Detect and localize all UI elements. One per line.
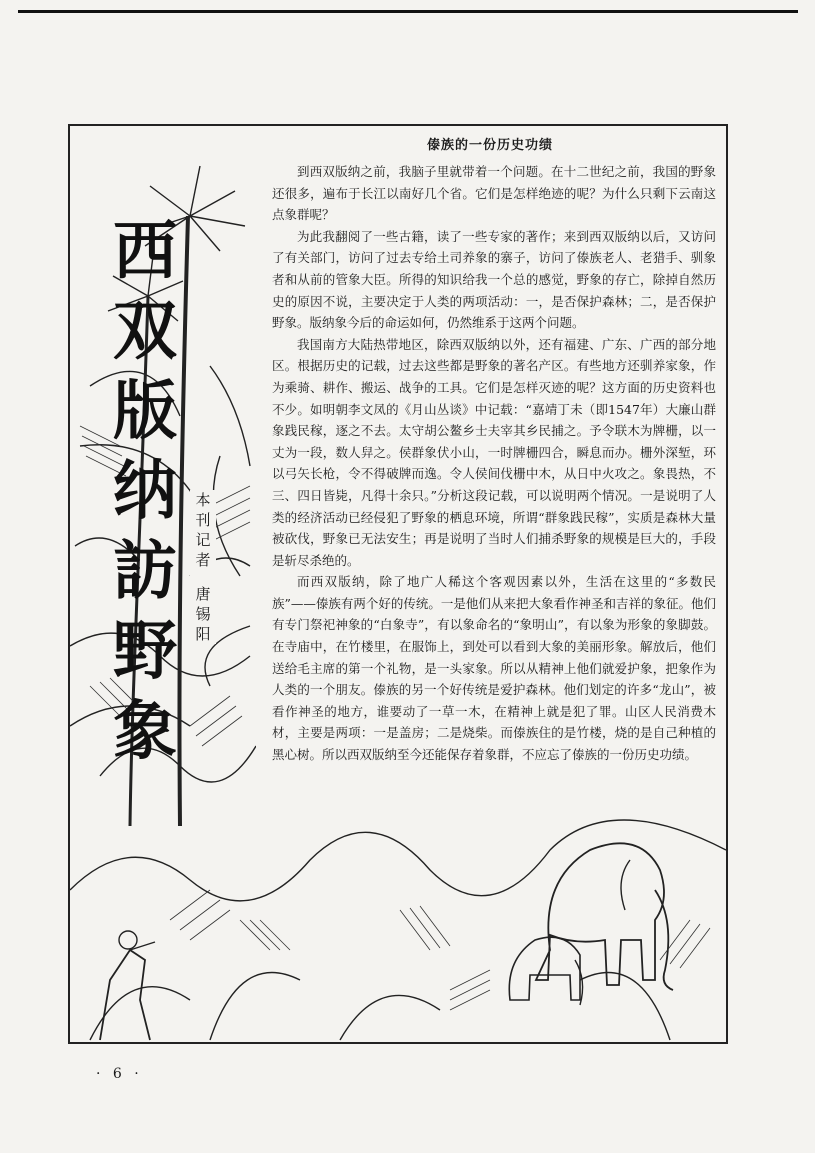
byline-label-char: 记 (195, 531, 211, 549)
title-char: 西 (113, 214, 177, 289)
byline-label-char: 本 (195, 491, 211, 509)
byline (190, 490, 216, 644)
byline-author-char: 唐 (195, 585, 211, 603)
article-paragraph: 而西双版纳，除了地广人稀这个客观因素以外，生活在这里的“多数民族”——傣族有两个好的传统。一是他们从来把大象看作神圣和吉祥的象征。他们有专门祭祀神象的“白象寺”，有以象命名的“象明山”，有以象为形象的象脚鼓。在寺庙中，在竹楼里，在服饰上，到处可以看到大象的美丽形象。解放后，他们送给毛主席的第一个礼物，是一头家象。所以从精神上他们就爱护象，把象作为人类的一个朋友。傣族的另一个好传统是爱护森林。他们划定的许多“龙山”，被看作神圣的地方，谁要动了一草一木，在精神上就是犯了罪。山区人民消费木材，主要是两项：一是盖房；二是烧柴。而傣族住的是竹楼，烧的是自己种植的黑心树。所以西双版纳至今还能保存着象群，不应忘了傣族的一份历史功绩。 (272, 574, 716, 763)
title-char: 纳 (113, 454, 177, 529)
page-number: · 6 · (96, 1066, 143, 1082)
title-char: 訪 (113, 534, 177, 609)
byline-label-char: 者 (195, 551, 211, 569)
byline-label-char: 刊 (195, 511, 211, 529)
jungle-elephant-illustration (70, 800, 726, 1042)
article-paragraph: 为此我翻阅了一些古籍，读了一些专家的著作；来到西双版纳以后，又访问了有关部门，访问了过去专给土司养象的寨子，访问了傣族老人、老猎手、驯象者和从前的管象大臣。所得的知识给我一个总的感觉，野象的存亡，除掉自然历史的原因不说，主要决定于人类的两项活动：一，是否保护森林；二，是否保护野象。版纳象今后的命运如何，仍然维系于这两个问题。 (272, 228, 716, 331)
top-rule (18, 10, 798, 13)
byline-author-char: 锡 (195, 605, 211, 623)
article-paragraph: 我国南方大陆热带地区，除西双版纳以外，还有福建、广东、广西的部分地区。根据历史的记载，过去这些都是野象的著名产区。有些地方还驯养家象，作为乘骑、耕作、搬运、战争的工具。它们是怎样灭迹的呢？这方面的历史资料也不少。如明朝李文凤的《月山丛谈》中记载：“嘉靖丁未（即1547年）大廉山群象践民稼，逐之不去。太守胡公鳌乡士夫宰其乡民捕之。予令联木为牌栅，以一丈为一段，数人舁之。侯群象伏小山，一时牌栅四合，瞬息而办。栅外深堑，环以弓矢长枪，令不得破牌而逸。令人侯间伐栅中木，从日中火攻之。象畏热，不三、四日皆毙，凡得十余只。”分析这段记载，可以说明两个情况。一是说明了人类的经济活动已经侵犯了野象的栖息环境，所谓“群象践民稼”，实质是森林大量被砍伐，野象已无法安生；再是说明了当时人们捕杀野象的规模是巨大的，手段是斩尽杀绝的。 (272, 336, 716, 568)
article-paragraph: 到西双版纳之前，我脑子里就带着一个问题。在十二世纪之前，我国的野象还很多，遍布于长江以南好几个省。它们是怎样绝迹的呢？为什么只剩下云南这点象群呢？ (272, 164, 716, 223)
title-char: 象 (113, 694, 177, 769)
byline-author-char: 阳 (195, 625, 211, 643)
title-char: 双 (113, 294, 177, 369)
title-char: 野 (113, 614, 177, 689)
article-heading: 傣族的一份历史功绩 (426, 138, 553, 153)
article-body (258, 128, 722, 803)
title-char: 版 (113, 374, 177, 449)
